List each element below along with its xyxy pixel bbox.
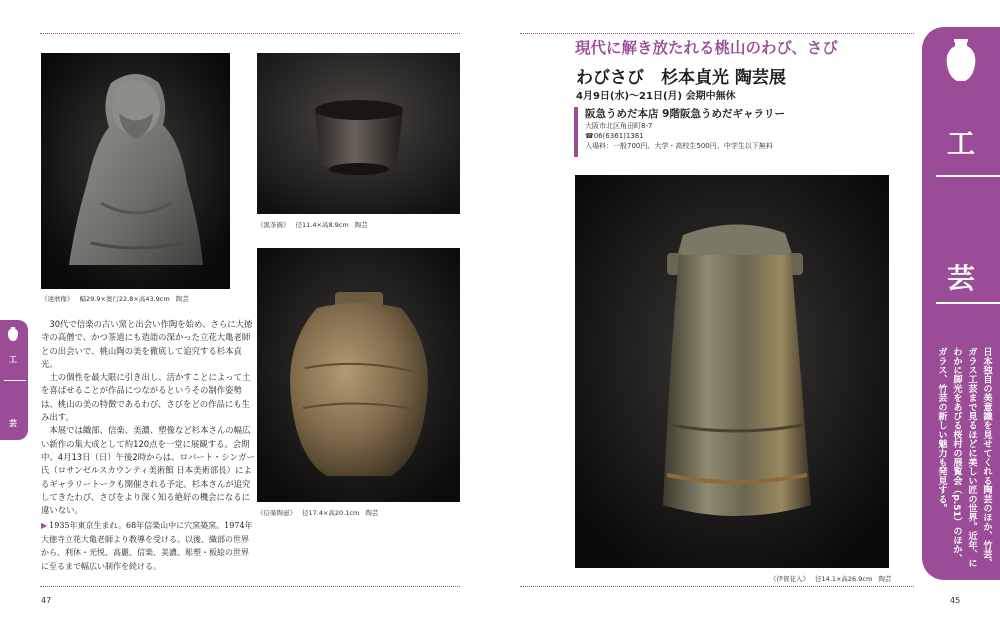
shigaraki-jar-image [257, 248, 460, 502]
left-tab-top: 工 [9, 355, 17, 364]
caption-title: 《伊賀花入》 [770, 575, 809, 583]
caption-size: 径17.4×高20.1cm [302, 509, 360, 517]
venue-info [585, 106, 785, 151]
left-tab-bottom: 芸 [9, 419, 17, 428]
caption-medium: 陶芸 [354, 221, 368, 229]
caption-title: 《達磨像》 [41, 295, 74, 303]
page-number-left: 47 [41, 596, 52, 605]
caption-medium: 陶芸 [175, 295, 189, 303]
tea-bowl-image [257, 53, 460, 214]
paragraph-3: 本展では織部、信楽、美濃、塑像など杉本さんの幅広い新作の集大成として約120点を一堂に展観する。会期中、4月13日（日）午後2時からは、ロバート・シンガー氏（ロサンゼルスカウンティ美術館 日本美術部長）によるギャラリートークも開催される予定。杉本さんが追究してきたわび、さびをより深く知る絶好の機会になるに違いない。 [41, 425, 255, 516]
article-body [41, 318, 255, 573]
top-rule-left [40, 33, 460, 34]
caption-size: 径14.1×高26.9cm [815, 575, 873, 583]
artist-bio [41, 519, 255, 573]
left-category-tab [0, 320, 28, 440]
iga-vase-image [575, 175, 889, 568]
caption-size: 径11.4×高8.9cm [295, 221, 349, 229]
shigaraki-caption [257, 508, 384, 517]
bottom-rule-left [40, 586, 460, 587]
paragraph-2: 土の個性を最大限に引き出し、活かすことによって土を喜ばせることが作品につながるというその制作姿勢は、桃山の美の特徴であるわび、さびをどの作品にも生み出す。 [41, 372, 251, 423]
bio-text: 1935年東京生まれ。68年信楽山中に穴窯築窯。1974年大徳寺立花大亀老師より教導を受ける。以後、織部の世界から、利休・光悦、高麗、信楽、美濃、彫塑・板絵の世界に至るまで幅広い制作を続ける。 [41, 521, 253, 571]
caption-medium: 陶芸 [878, 575, 892, 583]
daruma-statue-image [41, 53, 230, 289]
left-tab-separator [4, 380, 26, 381]
kurochawan-photo [257, 53, 460, 214]
iga-caption [770, 574, 897, 583]
venue-name: 阪急うめだ本店 9階阪急うめだギャラリー [585, 108, 785, 120]
venue-admission: 入場料：一般700円、大学・高校生500円、中学生以下無料 [585, 142, 773, 150]
top-rule-right [520, 33, 914, 34]
jar-icon [944, 39, 978, 83]
tab-separator-1 [936, 175, 1000, 177]
kurochawan-caption [257, 220, 374, 229]
tab-separator-2 [936, 302, 1000, 304]
shigaraki-jar-photo [257, 248, 460, 502]
daruma-statue-photo [41, 53, 230, 289]
small-jar-icon [7, 326, 19, 342]
category-top: 工 [946, 127, 975, 160]
daruma-caption [41, 294, 195, 303]
bio-arrow-icon: ▶ [41, 521, 48, 531]
venue-accent-bar [574, 107, 578, 157]
caption-title: 《黒茶碗》 [257, 221, 290, 229]
category-tab [922, 27, 1000, 580]
bottom-rule-right [520, 586, 914, 587]
headline: 現代に解き放たれる桃山のわび、さび [575, 38, 838, 57]
page-number-right: 45 [950, 596, 961, 605]
category-bottom: 芸 [946, 262, 975, 295]
venue-address: 大阪市北区角田町8-7 [585, 122, 653, 130]
exhibition-title: わびさび 杉本貞光 陶芸展 [576, 68, 786, 88]
category-description: 日本独自の美意識を見せてくれる陶芸のほか、竹芸、ガラス工芸まで見るほどに美しい匠の世界。近年、にわかに脚光をあびる桜村の展覧会（p.51）のほか、ガラス、竹芸の新しい魅力も発見する。 [936, 347, 992, 568]
iga-vase-photo [575, 175, 889, 568]
paragraph-1: 30代で信楽の古い窯と出会い作陶を始め、さらに大徳寺の高僧で、かつ茶道にも造詣の深かった立花大亀老師との出会いで、桃山陶の美を徹底して追究する杉本貞光。 [41, 319, 253, 369]
caption-size: 幅29.9×奥行22.8×高43.9cm [79, 295, 170, 303]
caption-title: 《信楽陶壺》 [257, 509, 296, 517]
exhibition-dates: 4月9日(水)～21日(月) 会期中無休 [576, 91, 736, 102]
venue-phone: ☎06(6361)1381 [585, 132, 644, 140]
caption-medium: 陶芸 [365, 509, 379, 517]
